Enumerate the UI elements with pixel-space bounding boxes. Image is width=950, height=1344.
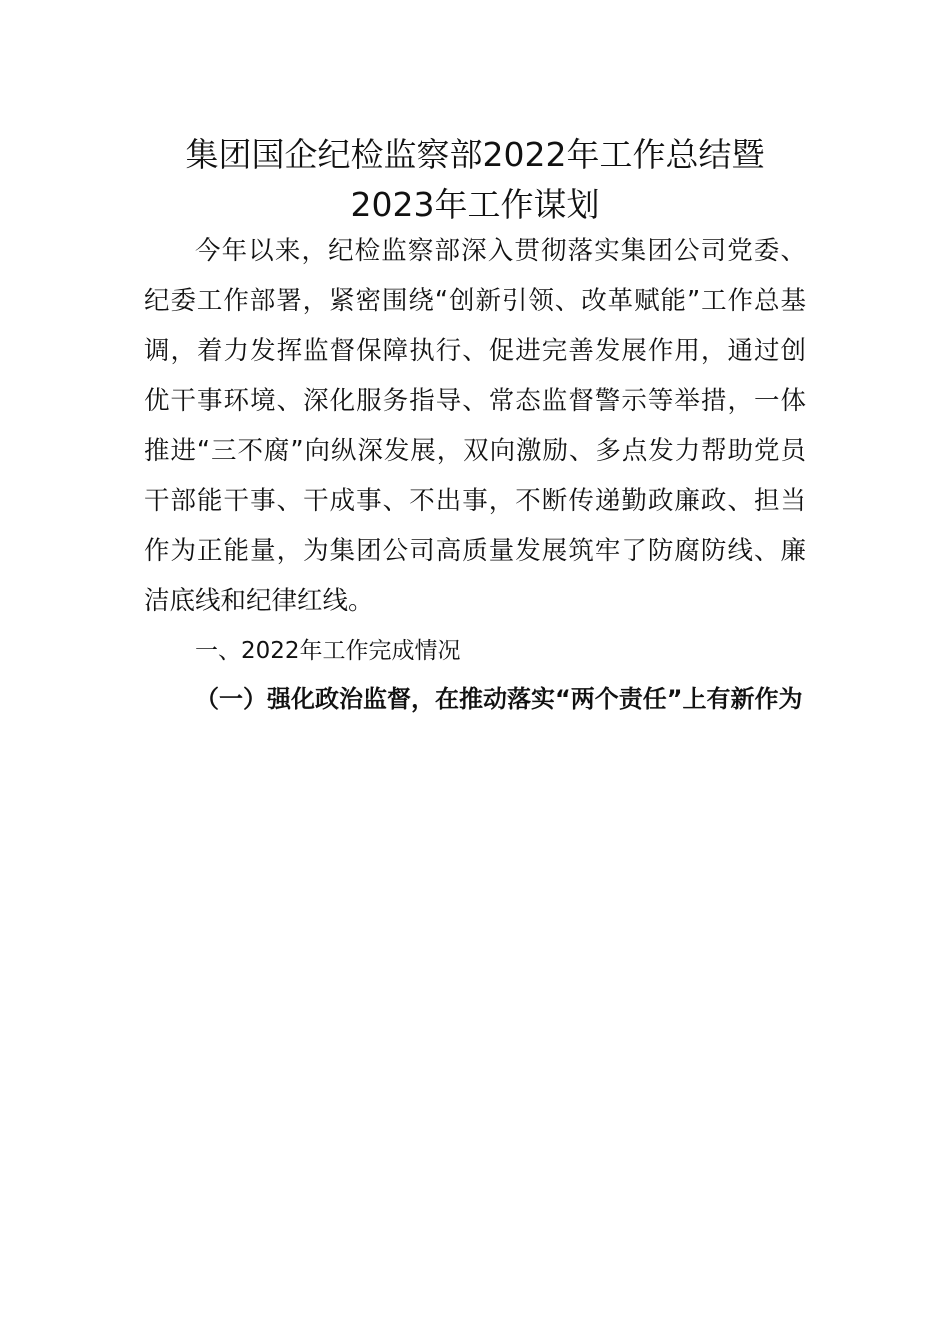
document-title-line-2: 2023年工作谋划 — [350, 185, 600, 224]
subsection-heading: （一）强化政治监督，在推动落实“两个责任”上有新作为 — [195, 685, 803, 713]
section-heading: 一、2022年工作完成情况 — [195, 638, 461, 664]
document-title — [130, 130, 820, 230]
intro-paragraph: 今年以来，纪检监察部深入贯彻落实集团公司党委、纪委工作部署，紧密围绕“创新引领、改革赋能”工作总基调，着力发挥监督保障执行、促进完善发展作用，通过创优干事环境、深化服务指导、常态监督警示等举措，一体推进“三不腐”向纵深发展，双向激励、多点发力帮助党员干部能干事、干成事、不出事，不断传递勤政廉政、担当作为正能量，为集团公司高质量发展筑牢了防腐防线、廉洁底线和纪律红线。 — [144, 236, 806, 616]
document-title-line-1: 集团国企纪检监察部2022年工作总结暨 — [185, 135, 765, 174]
